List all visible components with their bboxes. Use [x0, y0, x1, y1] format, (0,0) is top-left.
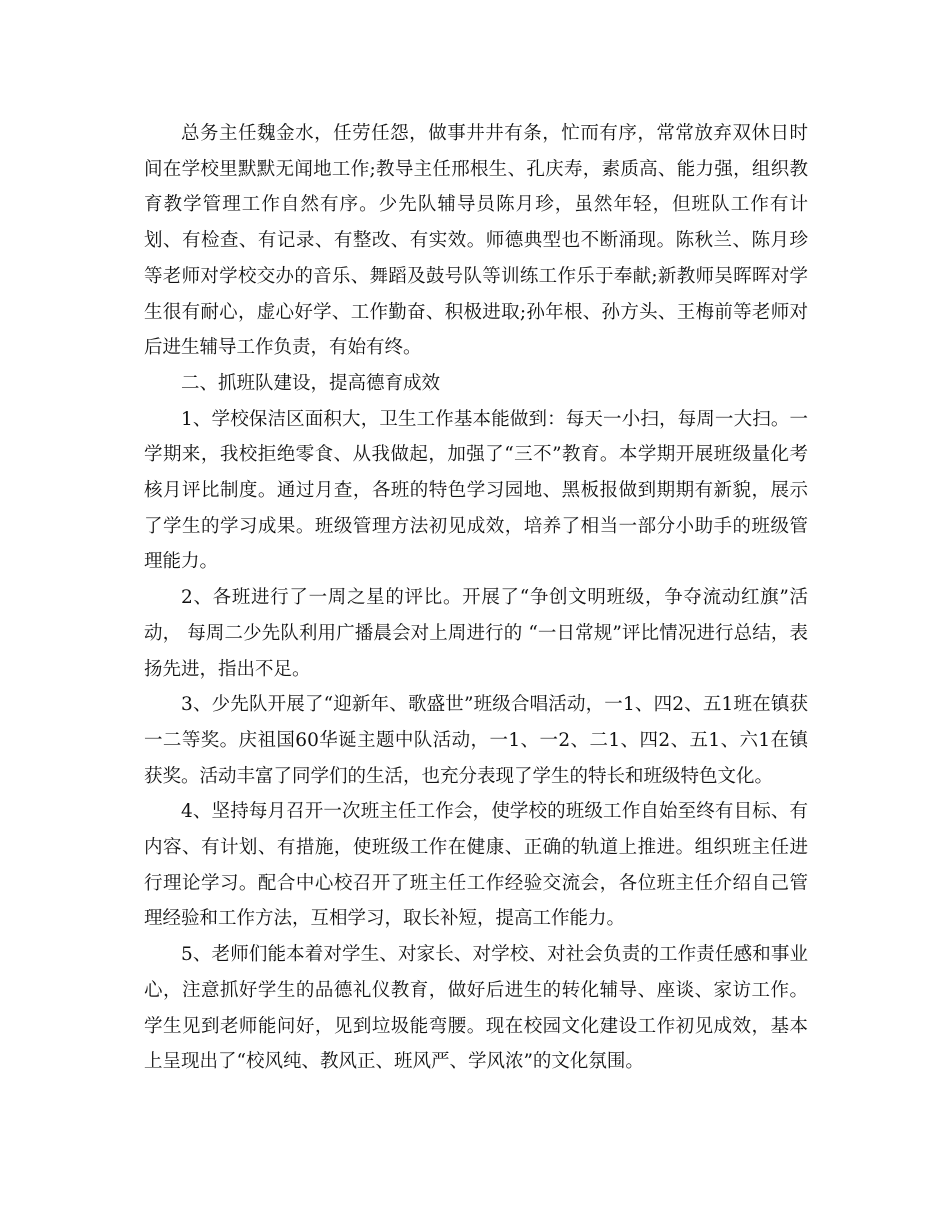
paragraph-item-4: 4、坚持每月召开一次班主任工作会，使学校的班级工作自始至终有目标、有内容、有计划、有措施，使班级工作在健康、正确的轨道上推进。组织班主任进行理论学习。配合中心校召开了班主任工作经验交流会，各位班主任介绍自己管理经验和工作方法，互相学习，取长补短，提高工作能力。 [144, 801, 808, 930]
document-body [144, 116, 808, 1080]
paragraph-item-1: 1、学校保洁区面积大，卫生工作基本能做到：每天一小扫，每周一大扫。一学期来，我校拒绝零食、从我做起，加强了“三不”教育。本学期开展班级量化考核月评比制度。通过月查，各班的特色学习园地、黑板报做到期期有新貌，展示了学生的学习成果。班级管理方法初见成效，培养了相当一部分小助手的班级管理能力。 [144, 408, 808, 573]
paragraph-staff-dedication: 总务主任魏金水，任劳任怨，做事井井有条，忙而有序，常常放弃双休日时间在学校里默默无闻地工作;教导主任邢根生、孔庆寿，素质高、能力强，组织教育教学管理工作自然有序。少先队辅导员陈月珍，虽然年轻，但班队工作有计划、有检查、有记录、有整改、有实效。师德典型也不断涌现。陈秋兰、陈月珍等老师对学校交办的音乐、舞蹈及鼓号队等训练工作乐于奉献;新教师吴晖晖对学生很有耐心，虚心好学、工作勤奋、积极进取;孙年根、孙方头、王梅前等老师对后进生辅导工作负责，有始有终。 [144, 123, 808, 359]
paragraph-item-5: 5、老师们能本着对学生、对家长、对学校、对社会负责的工作责任感和事业心，注意抓好学生的品德礼仪教育，做好后进生的转化辅导、座谈、家访工作。学生见到老师能问好，见到垃圾能弯腰。现在校园文化建设工作初见成效，基本上呈现出了“校风纯、教风正、班风严、学风浓”的文化氛围。 [144, 944, 808, 1073]
paragraph-item-3: 3、少先队开展了“迎新年、歌盛世”班级合唱活动，一1、四2、五1班在镇获一二等奖。庆祖国60华诞主题中队活动，一1、一2、二1、四2、五1、六1在镇获奖。活动丰富了同学们的生活，也充分表现了学生的特长和班级特色文化。 [144, 694, 808, 787]
paragraph-item-2: 2、各班进行了一周之星的评比。开展了“争创文明班级，争夺流动红旗”活动， 每周二少先队利用广播晨会对上周进行的 “一日常规”评比情况进行总结，表扬先进，指出不足。 [144, 587, 808, 680]
section-heading-class-building: 二、抓班队建设，提高德育成效 [181, 372, 441, 394]
